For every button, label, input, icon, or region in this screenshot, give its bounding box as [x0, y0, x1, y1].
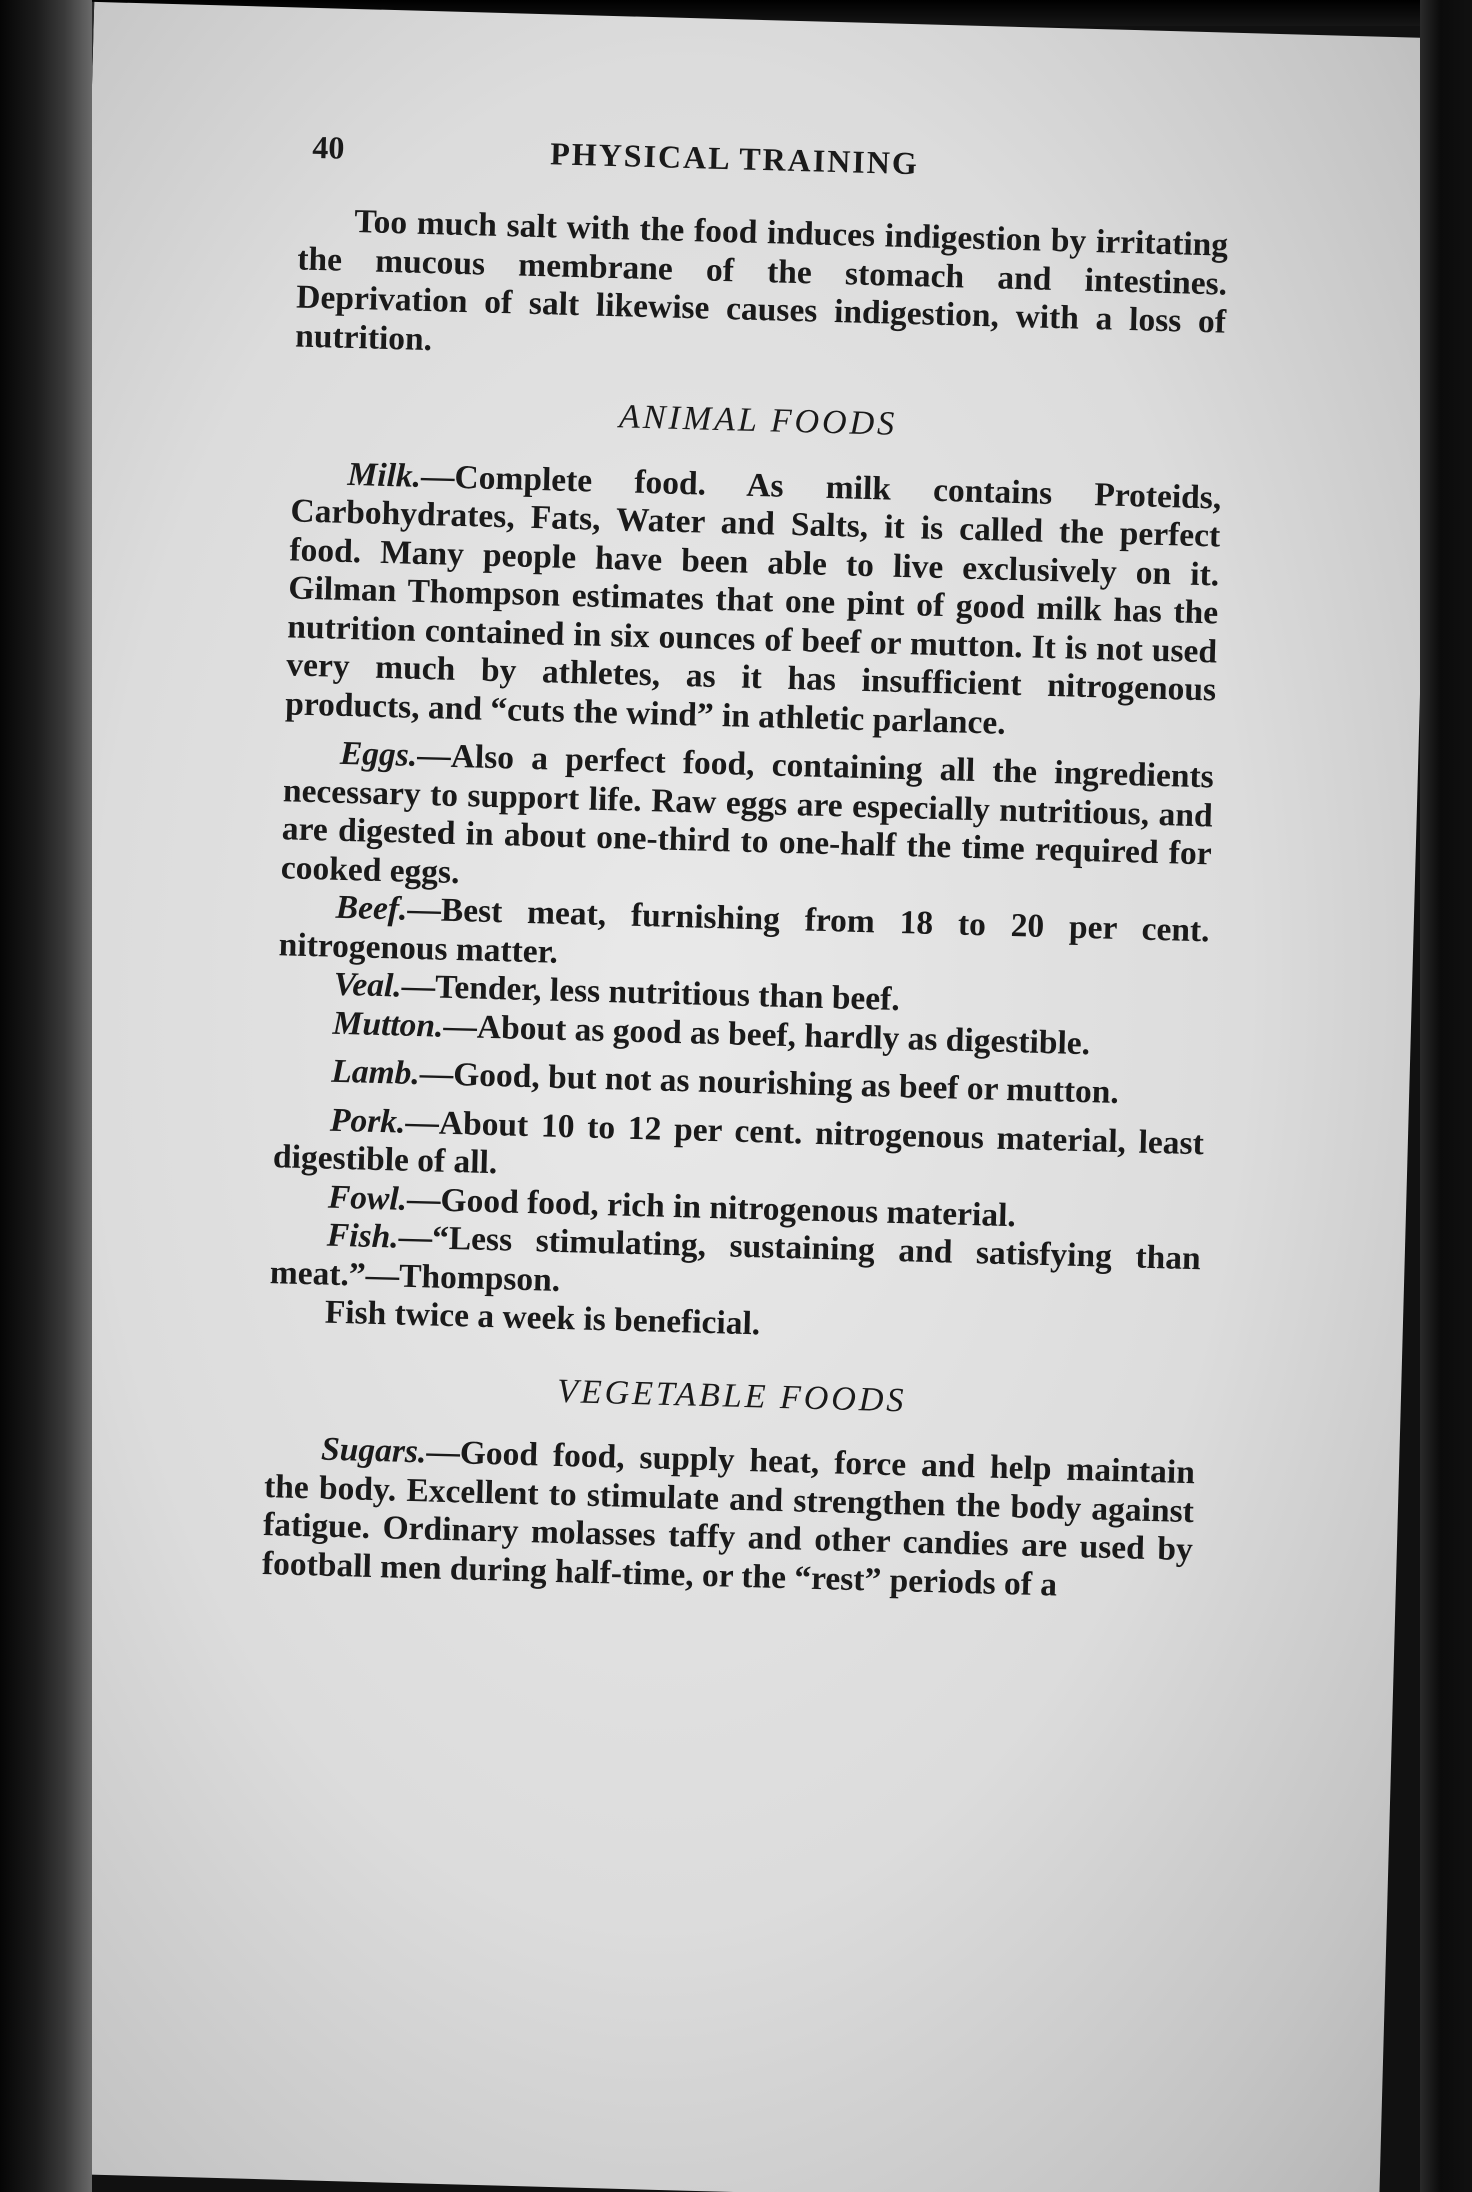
entry-text: —Tender, less nutritious than beef.: [401, 967, 901, 1019]
book-gutter: [0, 0, 92, 2192]
entry-term: Lamb.: [330, 1052, 421, 1093]
entry-term: Sugars.: [320, 1430, 427, 1471]
entry-text: —About as good as beef, hardly as digestible.: [442, 1007, 1091, 1062]
entry-term: Veal.: [333, 965, 403, 1005]
entry-eggs: [280, 733, 1214, 912]
entry-text: —Good, but not as nourishing as beef or mutton.: [419, 1055, 1120, 1112]
entry-text: —Also a perfect food, containing all the ingredients necessary to support life. Raw eggs are especially nutritious, and are digested in about one-third to one-half the time required for cooked eggs.: [280, 736, 1215, 891]
entry-term: Fish.: [326, 1216, 400, 1256]
entry-term: Eggs.: [339, 734, 418, 774]
entry-text: —Complete food. As milk contains Proteids, Carbohydrates, Fats, Water and Salts, it is called the perfect food. Many people have been able to live exclusively on it. Gilman Thompson estimates that one pint of good milk has the nutrition contained in six ounces of beef or mutton. It is not used very much by athletes, as it has insufficient nitrogenous products, and “cuts the wind” in athletic parlance.: [284, 457, 1222, 742]
section-heading-animal-foods: ANIMAL FOODS: [618, 398, 898, 443]
entry-text: —Good food, rich in nitrogenous material.: [406, 1180, 1017, 1234]
entry-term: Pork.: [329, 1101, 406, 1141]
page-number: 40: [311, 128, 345, 166]
page-text-block: [261, 128, 1230, 1619]
section-heading-vegetable-foods: VEGETABLE FOODS: [556, 1372, 907, 1419]
entry-text: —About 10 to 12 per cent. nitrogenous material, least digestible of all.: [272, 1103, 1205, 1182]
entry-term: Fowl.: [327, 1178, 408, 1218]
intro-paragraph: Too much salt with the food induces indigestion by irritating the mucous membrane of the stomach and intestines. Deprivation of salt likewise causes indigestion, with a loss of nutrition.: [294, 203, 1229, 358]
scan-right-edge: [1420, 0, 1472, 2192]
entry-text: —Good food, supply heat, force and help maintain the body. Excellent to stimulate and strengthen the body against fatigue. Ordinary molasses taffy and other candies are used by football men during half-time, or the “rest” periods of a: [261, 1433, 1196, 1604]
closing-line: Fish twice a week is beneficial.: [324, 1293, 761, 1343]
entry-text: —Best meat, furnishing from 18 to 20 per cent. nitrogenous matter.: [278, 890, 1211, 971]
running-head-title: PHYSICAL TRAINING: [549, 135, 920, 182]
entry-text: —“Less stimulating, sustaining and satisfying than meat.”—Thompson.: [269, 1218, 1202, 1299]
book-page: [29, 2, 1437, 2192]
entry-milk: [285, 454, 1222, 749]
entry-term: Mutton.: [332, 1004, 444, 1045]
entry-term: Milk.: [347, 455, 422, 495]
entry-sugars: [262, 1429, 1196, 1608]
entry-term: Beef.: [335, 888, 408, 928]
running-head: [299, 128, 1230, 213]
